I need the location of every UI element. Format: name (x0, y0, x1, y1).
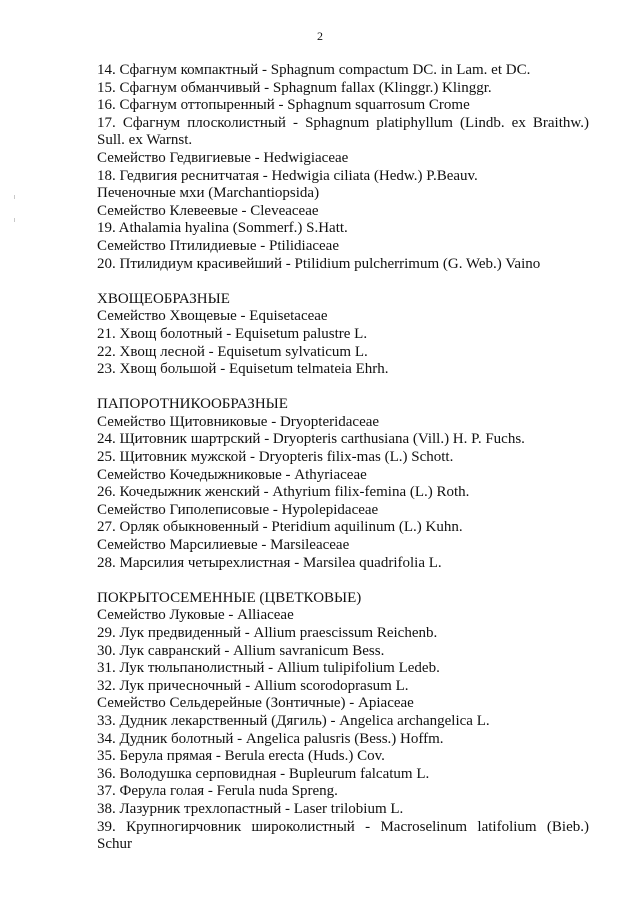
page-number: 2 (317, 29, 323, 43)
family-heading: Печеночные мхи (Marchantiopsida) (97, 185, 320, 202)
species-entry: 37. Ферула голая - Ferula nuda Spreng. (97, 783, 338, 800)
species-entry: 25. Щитовник мужской - Dryopteris filix-mas (L.) Schott. (97, 449, 454, 466)
family-heading: Семейство Птилидиевые - Ptilidiaceae (97, 237, 339, 254)
family-heading: Семейство Луковые - Alliaceae (97, 607, 294, 624)
species-entry: 17. Сфагнум плосколистный - Sphagnum platiphyllum (Lindb. ex Braithw.) (97, 114, 589, 131)
species-entry: 23. Хвощ большой - Equisetum telmateia Ehrh. (97, 361, 389, 378)
family-heading: Семейство Щитовниковые - Dryopteridaceae (97, 413, 380, 430)
species-entry: 14. Сфагнум компактный - Sphagnum compactum DC. in Lam. et DC. (97, 62, 531, 78)
family-heading: Семейство Клевеевые - Cleveaceae (97, 202, 319, 219)
section-heading: ПАПОРОТНИКООБРАЗНЫЕ (97, 396, 288, 413)
section-gap (97, 572, 589, 590)
species-entry: 33. Дудник лекарственный (Дягиль) - Angelica archangelica L. (97, 712, 490, 729)
species-entry: 34. Дудник болотный - Angelica palusris (Bess.) Hoffm. (97, 730, 444, 747)
species-entry: 18. Гедвигия реснитчатая - Hedwigia ciliata (Hedw.) P.Beauv. (97, 167, 478, 184)
species-entry: 39. Крупногирчовник широколистный - Macroselinum latifolium (Bieb.) (97, 818, 589, 835)
species-entry: 30. Лук савранский - Allium savranicum Bess. (97, 642, 385, 659)
species-entry-continuation: Schur (97, 836, 132, 853)
family-heading: Семейство Сельдерейные (Зонтичные) - Apiaceae (97, 695, 414, 712)
species-entry: 27. Орляк обыкновенный - Pteridium aquilinum (L.) Kuhn. (97, 519, 463, 536)
family-heading: Семейство Хвощевые - Equisetaceae (97, 308, 328, 325)
species-entry: 38. Лазурник трехлопастный - Laser trilobium L. (97, 800, 404, 817)
species-entry: 16. Сфагнум оттопыренный - Sphagnum squarrosum Crome (97, 97, 470, 114)
species-entry: 36. Володушка серповидная - Bupleurum falcatum L. (97, 765, 430, 782)
species-entry: 20. Птилидиум красивейший - Ptilidium pulcherrimum (G. Web.) Vaino (97, 255, 541, 272)
family-heading: Семейство Гиполеписовые - Hypolepidaceae (97, 501, 379, 518)
family-heading: Семейство Кочедыжниковые - Athyriaceae (97, 466, 367, 483)
margin-mark (14, 218, 15, 222)
species-entry-continuation: Sull. ex Warnst. (97, 132, 193, 149)
species-entry: 15. Сфагнум обманчивый - Sphagnum fallax (Klinggr.) Klinggr. (97, 79, 492, 96)
species-entry: 35. Берула прямая - Berula erecta (Huds.) Cov. (97, 748, 385, 765)
section-heading: ХВОЩЕОБРАЗНЫЕ (97, 290, 230, 307)
document-body (97, 62, 589, 854)
margin-mark (14, 195, 15, 199)
section-gap (97, 379, 589, 397)
species-entry: 31. Лук тюльпанолистный - Allium tulipifolium Ledeb. (97, 660, 440, 677)
family-heading: Семейство Марсилиевые - Marsileaceae (97, 537, 350, 554)
family-heading: Семейство Гедвигиевые - Hedwigiaceae (97, 149, 349, 166)
species-entry: 28. Марсилия четырехлистная - Marsilea quadrifolia L. (97, 554, 442, 571)
species-entry: 26. Кочедыжник женский - Athyrium filix-femina (L.) Roth. (97, 484, 470, 501)
species-entry: 32. Лук причесночный - Allium scorodoprasum L. (97, 677, 409, 694)
species-entry: 19. Athalamia hyalina (Sommerf.) S.Hatt. (97, 220, 348, 237)
section-heading: ПОКРЫТОСЕМЕННЫЕ (ЦВЕТКОВЫЕ) (97, 589, 362, 606)
section-gap (97, 273, 589, 291)
species-entry: 22. Хвощ лесной - Equisetum sylvaticum L. (97, 343, 368, 360)
species-entry: 29. Лук предвиденный - Allium praescissum Reichenb. (97, 625, 438, 641)
species-entry: 24. Щитовник шартрский - Dryopteris carthusiana (Vill.) H. P. Fuchs. (97, 431, 525, 448)
species-entry: 21. Хвощ болотный - Equisetum palustre L. (97, 325, 368, 342)
